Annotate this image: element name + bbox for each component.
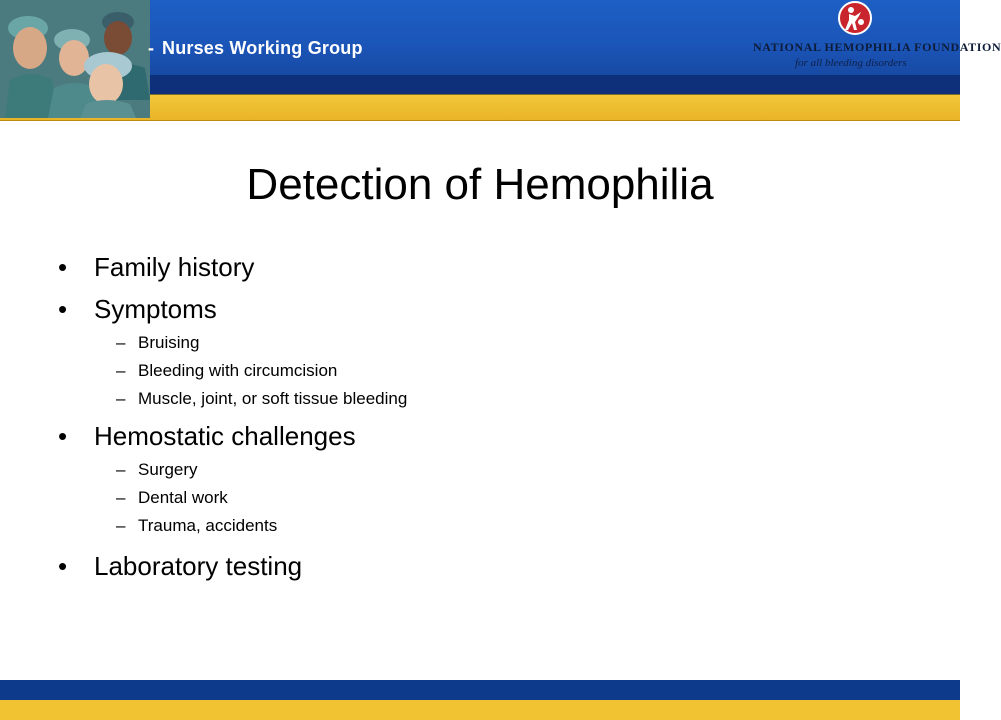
sub-bullet-text: Bruising xyxy=(138,333,200,352)
title-dash: - xyxy=(148,38,155,58)
slide-title: Detection of Hemophilia xyxy=(246,160,714,209)
group-title-text: Nurses Working Group xyxy=(162,38,363,58)
bullet-text: Hemostatic challenges xyxy=(94,421,356,451)
sub-bullet-dash: – xyxy=(116,488,126,507)
nurses-photo xyxy=(0,0,150,118)
sub-bullet-dash: – xyxy=(116,361,126,380)
bullet-dot: • xyxy=(58,551,68,581)
sub-bullet-dash: – xyxy=(116,460,126,479)
sub-bullet-dash: – xyxy=(116,516,126,535)
sub-bullet-dash: – xyxy=(116,333,126,352)
sub-bullet-text: Surgery xyxy=(138,460,198,479)
footer-gold-band xyxy=(0,700,960,720)
bullet-text: Laboratory testing xyxy=(94,551,303,581)
bullet-dot: • xyxy=(58,252,68,282)
sub-bullet-dash: – xyxy=(116,389,126,408)
sub-bullet-text: Dental work xyxy=(138,488,228,507)
org-tagline: for all bleeding disorders xyxy=(795,57,907,69)
slide-header xyxy=(0,0,1001,120)
sub-bullet-text: Bleeding with circumcision xyxy=(138,361,338,380)
org-name: NATIONAL HEMOPHILIA FOUNDATION xyxy=(753,40,1001,54)
sub-bullet-text: Muscle, joint, or soft tissue bleeding xyxy=(138,389,408,408)
bullet-dot: • xyxy=(58,421,68,451)
bullet-text: Family history xyxy=(94,252,255,282)
bullet-dot: • xyxy=(58,294,68,324)
bullet-text: Symptoms xyxy=(94,294,217,324)
footer-navy-band xyxy=(0,680,960,700)
sub-bullet-text: Trauma, accidents xyxy=(138,516,278,535)
group-title xyxy=(148,38,363,59)
nhf-logo xyxy=(745,0,1001,75)
nhf-emblem-icon xyxy=(835,0,875,40)
